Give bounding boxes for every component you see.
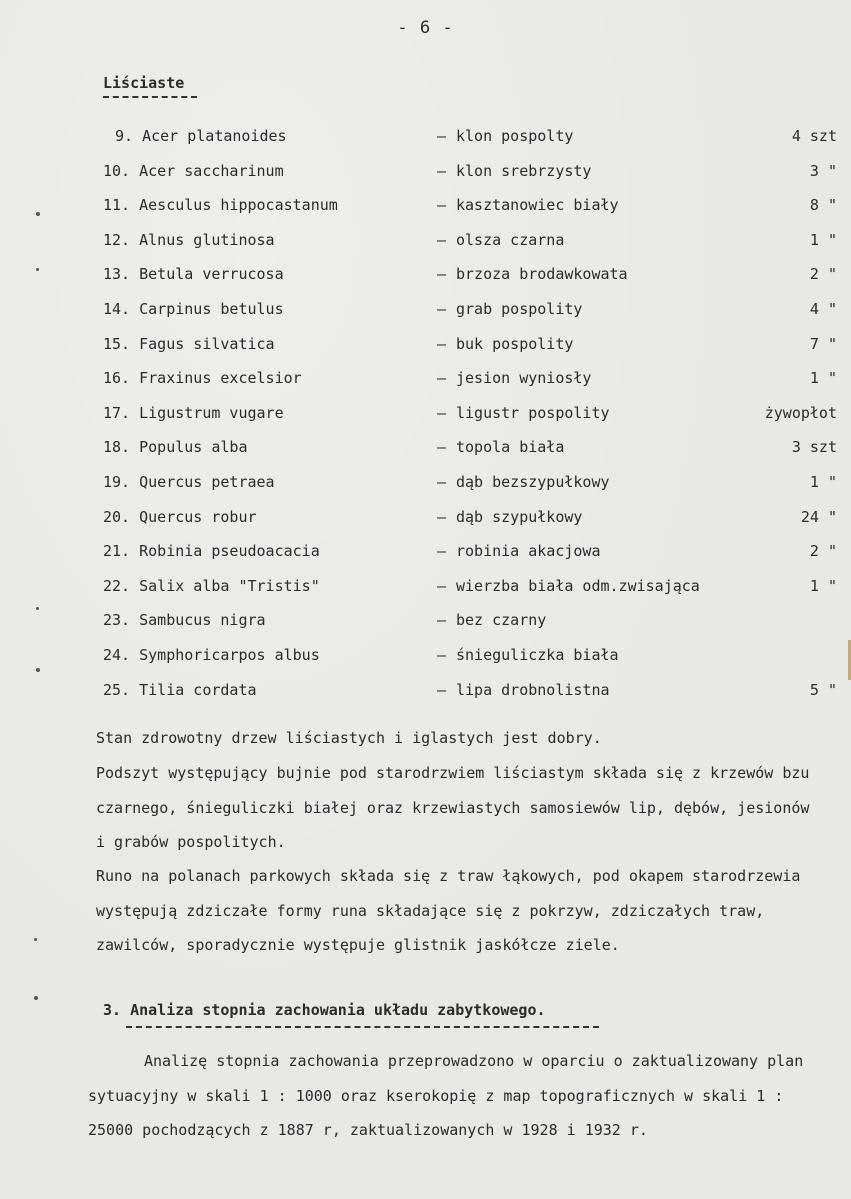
section-heading: Liściaste: [103, 74, 185, 92]
polish-name: ligustr pospolity: [456, 403, 610, 422]
species-number: 19.: [103, 472, 131, 491]
species-number: 14.: [103, 299, 131, 318]
species-list: [0, 124, 851, 712]
scan-speck: [34, 938, 37, 941]
polish-name: kasztanowiec biały: [456, 196, 619, 215]
quantity: żywopłot: [764, 403, 837, 422]
species-number: 12.: [103, 230, 131, 249]
latin-name-text: Betula verrucosa: [139, 265, 284, 284]
species-row: [0, 193, 851, 228]
quantity: 24 ": [800, 507, 837, 526]
polish-name: topola biała: [456, 438, 565, 457]
separator-dash: –: [437, 196, 447, 215]
species-row: [0, 332, 851, 367]
health-paragraph: Stan zdrowotny drzew liściastych i iglastych jest dobry.: [96, 729, 602, 747]
species-row: [0, 435, 851, 470]
species-number: 25.: [103, 680, 131, 699]
separator-dash: –: [437, 507, 447, 526]
quantity: 1 ": [809, 576, 837, 595]
polish-name: robinia akacjowa: [456, 542, 601, 561]
separator-dash: –: [437, 299, 447, 318]
species-number: 10.: [103, 161, 131, 180]
quantity: 8 ": [809, 196, 837, 215]
latin-name: [103, 608, 266, 632]
subsection-heading-underline: [126, 1026, 599, 1028]
latin-name: [103, 262, 284, 286]
section-heading-underline: [103, 96, 197, 98]
undergrowth-paragraph: Podszyt występujący bujnie pod starodrzwiem liściastym składa się z krzewów bzu czarnego, śnieguliczki białej oraz krzewiastych samosiewów lip, dębów, jesionów i grabów pospolitych.: [96, 764, 810, 851]
species-number: 15.: [103, 334, 131, 353]
separator-dash: –: [437, 334, 447, 353]
polish-name: lipa drobnolistna: [456, 680, 610, 699]
polish-name: klon srebrzysty: [456, 161, 592, 180]
species-row: [0, 608, 851, 643]
scan-speck: [36, 607, 39, 610]
species-number: 24.: [103, 645, 131, 664]
species-number: 11.: [103, 196, 131, 215]
separator-dash: –: [437, 369, 447, 388]
polish-name: dąb bezszypułkowy: [456, 472, 610, 491]
species-number: 16.: [103, 369, 131, 388]
latin-name-text: Acer saccharinum: [139, 161, 284, 180]
separator-dash: –: [437, 403, 447, 422]
polish-name: klon pospolty: [456, 127, 574, 145]
species-row: [0, 470, 851, 505]
species-number: 22.: [103, 576, 131, 595]
separator-dash: –: [437, 265, 447, 284]
latin-name: [103, 643, 320, 667]
latin-name: [103, 470, 275, 494]
latin-name-text: Carpinus betulus: [139, 299, 284, 318]
species-number: 13.: [103, 265, 131, 284]
separator-dash: –: [437, 576, 447, 595]
page-number: - 6 -: [397, 18, 454, 38]
latin-name-text: Sambucus nigra: [139, 611, 266, 630]
latin-name: [103, 539, 320, 563]
species-row: [0, 297, 851, 332]
latin-name: [103, 435, 248, 459]
species-row: [0, 678, 851, 713]
latin-name-text: Salix alba "Tristis": [139, 576, 320, 595]
latin-name: [103, 228, 275, 252]
latin-name-text: Fagus silvatica: [139, 334, 275, 353]
species-row: [0, 366, 851, 401]
latin-name-text: Populus alba: [139, 438, 248, 457]
separator-dash: –: [437, 611, 447, 630]
separator-dash: –: [437, 230, 447, 249]
scan-speck: [34, 996, 38, 1000]
analysis-paragraph: [88, 1044, 823, 1148]
latin-name-text: Tilia cordata: [139, 680, 257, 699]
separator-dash: –: [437, 542, 447, 561]
groundcover-paragraph: Runo na polanach parkowych składa się z traw łąkowych, pod okapem starodrzewia występują zdziczałe formy runa składające się z pokrzyw, zdziczałych traw, zawilców, sporadycznie występuje glistnik jaskółcze ziele.: [96, 867, 801, 954]
quantity: 7 ": [809, 334, 837, 353]
species-row: [0, 159, 851, 194]
separator-dash: –: [437, 680, 447, 699]
latin-name-text: Acer platanoides: [142, 127, 287, 145]
quantity: 4 ": [809, 299, 837, 318]
species-number: 17.: [103, 403, 131, 422]
polish-name: jesion wyniosły: [456, 369, 592, 388]
latin-name: [103, 159, 284, 183]
polish-name: brzoza brodawkowata: [456, 265, 628, 284]
latin-name-text: Alnus glutinosa: [139, 230, 275, 249]
latin-name-text: Robinia pseudoacacia: [139, 542, 320, 561]
latin-name: [115, 124, 287, 148]
quantity: 4 szt: [791, 127, 837, 145]
separator-dash: –: [437, 161, 447, 180]
species-number: 20.: [103, 507, 131, 526]
separator-dash: –: [437, 438, 447, 457]
polish-name: dąb szypułkowy: [456, 507, 583, 526]
species-number: 21.: [103, 542, 131, 561]
species-row: [0, 643, 851, 678]
latin-name: [103, 505, 257, 529]
latin-name: [103, 574, 320, 598]
quantity: 2 ": [809, 542, 837, 561]
polish-name: olsza czarna: [456, 230, 565, 249]
quantity: 1 ": [809, 230, 837, 249]
polish-name: bez czarny: [456, 611, 547, 630]
species-row: [0, 262, 851, 297]
species-row: [0, 124, 851, 159]
polish-name: buk pospolity: [456, 334, 574, 353]
scan-speck: [36, 268, 39, 271]
latin-name-text: Aesculus hippocastanum: [139, 196, 338, 215]
latin-name-text: Fraxinus excelsior: [139, 369, 302, 388]
latin-name: [103, 678, 257, 702]
analysis-paragraph-text: Analizę stopnia zachowania przeprowadzono w oparciu o zaktualizowany plan sytuacyjny w skali 1 : 1000 oraz kserokopię z map topograficznych w skali 1 : 25000 pochodzących z 1887 r, zaktualizowanych w 1928 i 1932 r.: [88, 1052, 804, 1139]
scan-speck: [36, 668, 40, 672]
species-row: [0, 401, 851, 436]
latin-name: [103, 366, 302, 390]
polish-name: grab pospolity: [456, 299, 583, 318]
separator-dash: –: [437, 127, 447, 145]
scan-speck: [36, 212, 40, 216]
latin-name: [103, 332, 275, 356]
quantity: 1 ": [809, 472, 837, 491]
quantity: 1 ": [809, 369, 837, 388]
latin-name-text: Quercus petraea: [139, 472, 275, 491]
latin-name-text: Symphoricarpos albus: [139, 645, 320, 664]
species-number: 23.: [103, 611, 131, 630]
species-row: [0, 539, 851, 574]
quantity: 5 ": [809, 680, 837, 699]
subsection-heading: 3. Analiza stopnia zachowania układu zabytkowego.: [103, 1001, 546, 1019]
polish-name: śnieguliczka biała: [456, 645, 619, 664]
latin-name-text: Ligustrum vugare: [139, 403, 284, 422]
latin-name: [103, 297, 284, 321]
latin-name: [103, 193, 338, 217]
polish-name: wierzba biała odm.zwisająca: [456, 576, 700, 595]
species-number: 9.: [115, 127, 134, 145]
separator-dash: –: [437, 472, 447, 491]
separator-dash: –: [437, 645, 447, 664]
species-row: [0, 228, 851, 263]
latin-name: [103, 401, 284, 425]
quantity: 2 ": [809, 265, 837, 284]
species-row: [0, 505, 851, 540]
species-row: [0, 574, 851, 609]
latin-name-text: Quercus robur: [139, 507, 257, 526]
quantity: 3 szt: [791, 438, 837, 457]
species-number: 18.: [103, 438, 131, 457]
quantity: 3 ": [809, 161, 837, 180]
